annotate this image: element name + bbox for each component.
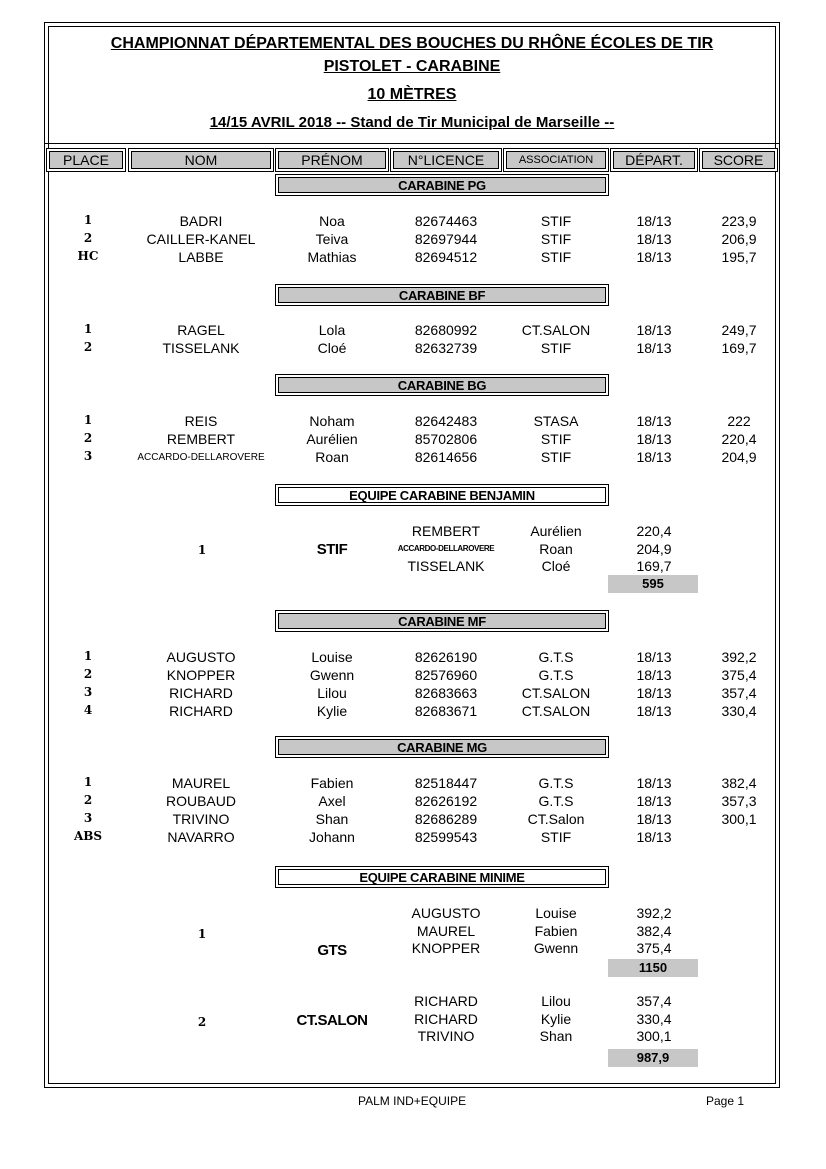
team-member-row <box>0 541 826 558</box>
licence-cell: 82626192 <box>414 793 478 809</box>
depart-cell: 18/13 <box>636 667 672 683</box>
col-prenom: PRÉNOM <box>275 148 389 172</box>
place-cell: 4 <box>83 703 93 717</box>
member-firstname: Cloé <box>541 558 571 574</box>
col-association: ASSOCIATION <box>503 148 609 172</box>
name-cell: ACCARDO-DELLAROVERE <box>137 452 265 463</box>
name-cell: ROUBAUD <box>165 793 236 809</box>
licence-cell: 82674463 <box>414 213 478 229</box>
score-cell: 392,2 <box>721 649 757 665</box>
association-cell: CT.SALON <box>521 685 591 701</box>
team-club: CT.SALON <box>296 1012 368 1029</box>
member-firstname: Lilou <box>541 993 571 1009</box>
association-cell: CT.SALON <box>521 703 591 719</box>
name-cell: LABBE <box>178 249 224 265</box>
name-cell: NAVARRO <box>167 829 235 845</box>
association-cell: STIF <box>540 213 572 229</box>
team-member-row <box>0 558 826 575</box>
member-score: 375,4 <box>636 940 672 956</box>
member-firstname: Kylie <box>540 1010 572 1027</box>
score-cell: 357,4 <box>721 685 757 701</box>
team-member-row <box>0 905 826 922</box>
col-place: PLACE <box>46 148 126 172</box>
place-cell: 1 <box>83 322 93 336</box>
category-header <box>275 484 609 506</box>
team-club: STIF <box>316 541 348 558</box>
firstname-cell: Noham <box>309 413 355 429</box>
place-cell: 1 <box>83 649 93 663</box>
score-cell: 223,9 <box>721 213 757 229</box>
score-cell: 375,4 <box>721 667 757 683</box>
name-cell: TISSELANK <box>162 340 240 356</box>
table-row <box>0 829 826 847</box>
score-cell: 204,9 <box>721 449 757 465</box>
table-row <box>0 685 826 703</box>
title-line-4: 14/15 AVRIL 2018 -- Stand de Tir Municipal de Marseille -- <box>209 114 615 131</box>
member-name: RICHARD <box>414 1010 478 1027</box>
depart-cell: 18/13 <box>636 413 672 429</box>
table-row <box>0 340 826 358</box>
category-title: CARABINE BG <box>278 377 606 393</box>
category-header <box>275 174 609 196</box>
association-cell: STIF <box>540 431 572 447</box>
table-row <box>0 431 826 449</box>
table-row <box>0 775 826 793</box>
footer-label: PALM IND+EQUIPE <box>358 1094 467 1108</box>
firstname-cell: Lilou <box>317 685 347 701</box>
firstname-cell: Axel <box>318 793 346 809</box>
member-name: REMBERT <box>411 523 481 539</box>
depart-cell: 18/13 <box>636 703 672 719</box>
score-cell: 222 <box>727 413 751 429</box>
table-row <box>0 413 826 431</box>
place-cell: 2 <box>83 431 93 445</box>
firstname-cell: Roan <box>315 449 349 465</box>
member-name: TRIVINO <box>417 1028 475 1044</box>
table-row <box>0 703 826 721</box>
place-cell: 1 <box>83 775 93 789</box>
licence-cell: 82626190 <box>414 649 478 665</box>
association-cell: STIF <box>540 231 572 247</box>
place-cell: 2 <box>83 231 93 245</box>
name-cell: CAILLER-KANEL <box>146 231 256 247</box>
category-title: CARABINE PG <box>278 177 606 193</box>
page-number: Page 1 <box>706 1094 745 1108</box>
depart-cell: 18/13 <box>636 449 672 465</box>
category-title: EQUIPE CARABINE BENJAMIN <box>278 487 606 503</box>
firstname-cell: Louise <box>311 649 353 665</box>
score-cell: 249,7 <box>721 322 757 338</box>
member-score: 204,9 <box>636 540 672 557</box>
depart-cell: 18/13 <box>636 431 672 447</box>
name-cell: TRIVINO <box>172 811 230 827</box>
table-row <box>0 449 826 467</box>
category-header <box>275 736 609 758</box>
table-row <box>0 811 826 829</box>
score-cell: 382,4 <box>721 775 757 791</box>
association-cell: G.T.S <box>538 793 574 809</box>
team-member-row <box>0 1028 826 1045</box>
licence-cell: 82686289 <box>414 811 478 827</box>
member-score: 169,7 <box>636 558 672 574</box>
member-name: KNOPPER <box>411 940 481 956</box>
member-firstname: Louise <box>535 905 577 921</box>
score-cell: 195,7 <box>721 249 757 265</box>
place-cell: HC <box>77 249 99 263</box>
depart-cell: 18/13 <box>636 829 672 845</box>
association-cell: STIF <box>540 449 572 465</box>
member-score: 220,4 <box>636 523 672 539</box>
title-line-1: CHAMPIONNAT DÉPARTEMENTAL DES BOUCHES DU RHÔNE ÉCOLES DE TIR <box>110 35 714 52</box>
member-name: MAUREL <box>416 922 476 939</box>
firstname-cell: Cloé <box>317 340 347 356</box>
title-line-3: 10 MÈTRES <box>367 86 457 103</box>
depart-cell: 18/13 <box>636 340 672 356</box>
table-row <box>0 249 826 267</box>
association-cell: G.T.S <box>538 667 574 683</box>
category-title: CARABINE BF <box>278 287 606 303</box>
association-cell: G.T.S <box>538 649 574 665</box>
place-cell: 2 <box>83 667 93 681</box>
licence-cell: 82697944 <box>414 231 478 247</box>
category-title: CARABINE MG <box>278 739 606 755</box>
name-cell: RICHARD <box>169 703 233 719</box>
depart-cell: 18/13 <box>636 249 672 265</box>
category-title: EQUIPE CARABINE MINIME <box>278 869 606 885</box>
place-cell: 3 <box>83 449 93 463</box>
member-firstname: Aurélien <box>530 523 582 539</box>
name-cell: RAGEL <box>177 322 225 338</box>
col-nom: NOM <box>128 148 274 172</box>
depart-cell: 18/13 <box>636 793 672 809</box>
score-cell: 169,7 <box>721 340 757 356</box>
table-row <box>0 231 826 249</box>
place-cell: 3 <box>83 685 93 699</box>
firstname-cell: Fabien <box>310 775 354 791</box>
member-name: TISSELANK <box>407 558 485 574</box>
name-cell: KNOPPER <box>166 667 236 683</box>
team-club: GTS <box>317 942 347 959</box>
association-cell: STASA <box>533 413 579 429</box>
member-firstname: Fabien <box>534 922 578 939</box>
member-name: RICHARD <box>414 993 478 1009</box>
table-row <box>0 793 826 811</box>
score-cell: 206,9 <box>721 231 757 247</box>
depart-cell: 18/13 <box>636 685 672 701</box>
depart-cell: 18/13 <box>636 213 672 229</box>
table-row <box>0 322 826 340</box>
team-total: 987,9 <box>608 1049 698 1067</box>
category-header <box>275 866 609 888</box>
score-cell: 330,4 <box>721 703 757 719</box>
member-score: 300,1 <box>636 1028 672 1044</box>
col-depart: DÉPART. <box>610 148 698 172</box>
licence-cell: 82683671 <box>414 703 478 719</box>
place-cell: 2 <box>83 793 93 807</box>
table-row <box>0 649 826 667</box>
association-cell: STIF <box>540 249 572 265</box>
firstname-cell: Johann <box>309 829 355 845</box>
licence-cell: 82518447 <box>414 775 478 791</box>
member-score: 392,2 <box>636 905 672 921</box>
score-cell: 220,4 <box>721 431 757 447</box>
depart-cell: 18/13 <box>636 811 672 827</box>
licence-cell: 82632739 <box>414 340 478 356</box>
team-place: 1 <box>197 543 207 557</box>
place-cell: 3 <box>83 811 93 825</box>
member-score: 330,4 <box>636 1010 672 1027</box>
category-header <box>275 610 609 632</box>
place-cell: 1 <box>83 213 93 227</box>
member-firstname: Gwenn <box>533 940 579 956</box>
place-cell: ABS <box>73 829 103 843</box>
name-cell: REMBERT <box>166 431 236 447</box>
licence-cell: 85702806 <box>414 431 478 447</box>
depart-cell: 18/13 <box>636 775 672 791</box>
name-cell: AUGUSTO <box>166 649 236 665</box>
category-title: CARABINE MF <box>278 613 606 629</box>
member-name: ACCARDO-DELLAROVERE <box>397 543 495 553</box>
licence-cell: 82576960 <box>414 667 478 683</box>
category-header <box>275 374 609 396</box>
member-firstname: Shan <box>539 1028 573 1044</box>
licence-cell: 82683663 <box>414 685 478 701</box>
association-cell: CT.SALON <box>521 322 591 338</box>
association-cell: STIF <box>540 340 572 356</box>
team-member-row <box>0 940 826 957</box>
firstname-cell: Lola <box>318 322 346 338</box>
team-place: 2 <box>197 1015 207 1029</box>
category-header <box>275 284 609 306</box>
firstname-cell: Shan <box>315 811 349 827</box>
firstname-cell: Kylie <box>316 703 348 719</box>
team-member-row <box>0 1011 826 1028</box>
name-cell: BADRI <box>179 213 223 229</box>
depart-cell: 18/13 <box>636 649 672 665</box>
score-cell: 300,1 <box>721 811 757 827</box>
licence-cell: 82642483 <box>414 413 478 429</box>
member-score: 382,4 <box>636 922 672 939</box>
table-row <box>0 667 826 685</box>
table-row <box>0 213 826 231</box>
team-place: 1 <box>197 927 207 941</box>
team-member-row <box>0 993 826 1010</box>
name-cell: MAUREL <box>171 775 231 791</box>
member-score: 357,4 <box>636 993 672 1009</box>
header-divider <box>45 143 779 144</box>
place-cell: 2 <box>83 340 93 354</box>
score-cell: 357,3 <box>721 793 757 809</box>
place-cell: 1 <box>83 413 93 427</box>
association-cell: CT.Salon <box>527 811 585 827</box>
team-total: 595 <box>608 575 698 593</box>
title-line-2: PISTOLET - CARABINE <box>323 58 501 75</box>
association-cell: G.T.S <box>538 775 574 791</box>
col-score: SCORE <box>699 148 778 172</box>
licence-cell: 82680992 <box>414 322 478 338</box>
member-name: AUGUSTO <box>411 905 481 921</box>
depart-cell: 18/13 <box>636 231 672 247</box>
licence-cell: 82694512 <box>414 249 478 265</box>
firstname-cell: Mathias <box>307 249 357 265</box>
association-cell: STIF <box>540 829 572 845</box>
member-firstname: Roan <box>539 540 573 557</box>
firstname-cell: Noa <box>319 213 345 229</box>
depart-cell: 18/13 <box>636 322 672 338</box>
team-member-row <box>0 523 826 540</box>
col-licence: N°LICENCE <box>390 148 502 172</box>
licence-cell: 82599543 <box>414 829 478 845</box>
firstname-cell: Teiva <box>315 231 349 247</box>
firstname-cell: Aurélien <box>306 431 358 447</box>
team-total: 1150 <box>608 959 698 977</box>
team-member-row <box>0 923 826 940</box>
name-cell: RICHARD <box>169 685 233 701</box>
licence-cell: 82614656 <box>414 449 478 465</box>
name-cell: REIS <box>184 413 218 429</box>
firstname-cell: Gwenn <box>309 667 355 683</box>
